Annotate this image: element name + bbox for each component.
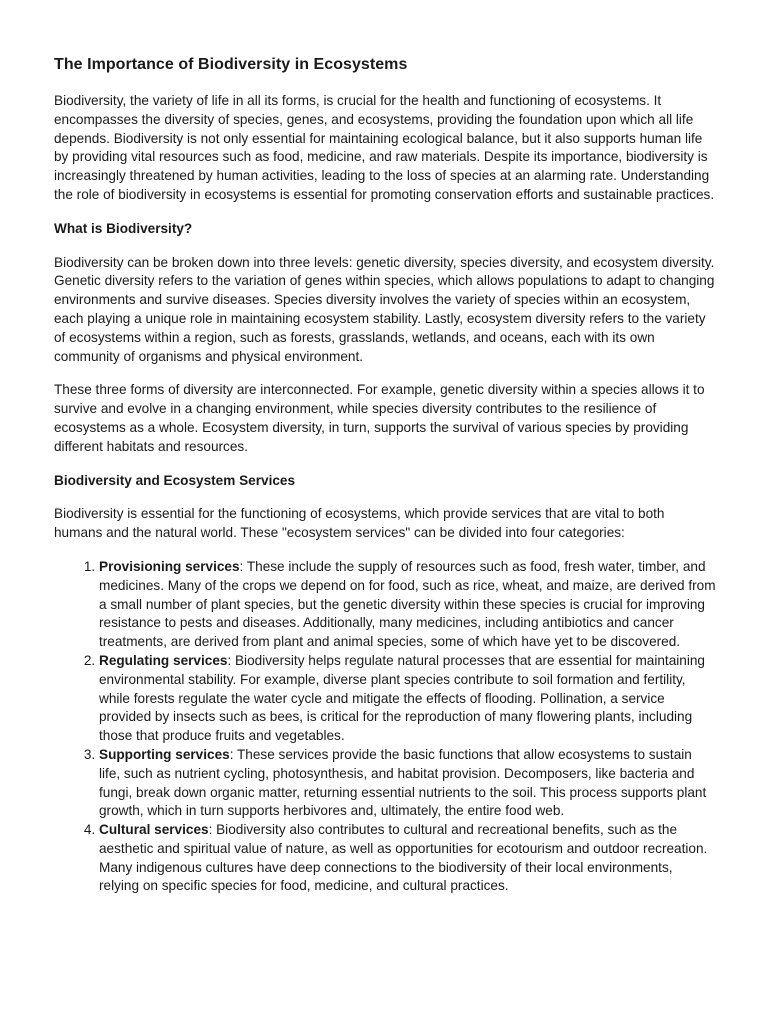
list-item-cultural [99,821,716,896]
section1-paragraph-2: These three forms of diversity are interconnected. For example, genetic diversity within a species allows it to survive and evolve in a changing environment, while species diversity contributes to the resilience of ecosystems as a whole. Ecosystem diversity, in turn, supports the survival of various species by providing different habitats and resources. [54,382,705,454]
list-item-text: : These include the supply of resources such as food, fresh water, timber, and medicines. Many of the crops we depend on for food, such as rice, wheat, and maize, are derived from a small number of plant species, but the genetic diversity within these species is crucial for improving resistance to pests and diseases. Additionally, many medicines, including antibiotics and cancer treatments, are derived from plant and animal species, some of which have yet to be discovered. [99,558,716,650]
list-item-term: Cultural services [99,822,209,838]
list-item-supporting [99,746,716,821]
list-item-text: : These services provide the basic functions that allow ecosystems to sustain life, such as nutrient cycling, photosynthesis, and habitat provision. Decomposers, like bacteria and fungi, break down organic matter, returning essential nutrients to the soil. This process supports plant growth, which in turn supports herbivores and, ultimately, the entire food web. [99,746,707,819]
list-item-text: : Biodiversity also contributes to cultural and recreational benefits, such as the aesthetic and spiritual value of nature, as well as opportunities for ecotourism and outdoor recreation. Many indigenous cultures have deep connections to the biodiversity of their local environments, relying on specific species for food, medicine, and cultural practices. [99,822,708,894]
list-item-term: Provisioning services [99,558,240,574]
section-heading-what-is-biodiversity: What is Biodiversity? [54,220,193,236]
list-item-regulating [99,652,716,746]
list-item-term: Supporting services [99,746,230,762]
list-item-provisioning [99,558,716,652]
document-page [54,52,716,896]
list-item-term: Regulating services [99,652,228,668]
ecosystem-services-list [54,558,716,896]
intro-paragraph: Biodiversity, the variety of life in all its forms, is crucial for the health and functioning of ecosystems. It encompasses the diversity of species, genes, and ecosystems, providing the foundation upon which all life depends. Biodiversity is not only essential for maintaining ecological balance, but it also supports human life by providing vital resources such as food, medicine, and raw materials. Despite its importance, biodiversity is increasingly threatened by human activities, leading to the loss of species at an alarming rate. Understanding the role of biodiversity in ecosystems is essential for promoting conservation efforts and sustainable practices. [54,93,715,202]
list-item-text: : Biodiversity helps regulate natural processes that are essential for maintaining environmental stability. For example, diverse plant species contribute to soil formation and fertility, while forests regulate the water cycle and mitigate the effects of flooding. Pollination, a service provided by insects such as bees, is critical for the reproduction of many flowering plants, including those that produce fruits and vegetables. [99,652,705,744]
section-heading-ecosystem-services: Biodiversity and Ecosystem Services [54,472,296,488]
section1-paragraph-1: Biodiversity can be broken down into three levels: genetic diversity, species diversity, and ecosystem diversity. Genetic diversity refers to the variation of genes within species, which allows populations to adapt to changing environments and survive diseases. Species diversity involves the variety of species within an ecosystem, each playing a unique role in maintaining ecosystem stability. Lastly, ecosystem diversity refers to the variety of ecosystems within a region, such as forests, grasslands, wetlands, and oceans, each with its own community of organisms and physical environment. [54,254,715,364]
document-title: The Importance of Biodiversity in Ecosystems [54,56,408,73]
section2-paragraph-1: Biodiversity is essential for the functioning of ecosystems, which provide services that are vital to both humans and the natural world. These "ecosystem services" can be divided into four categories: [54,506,665,541]
